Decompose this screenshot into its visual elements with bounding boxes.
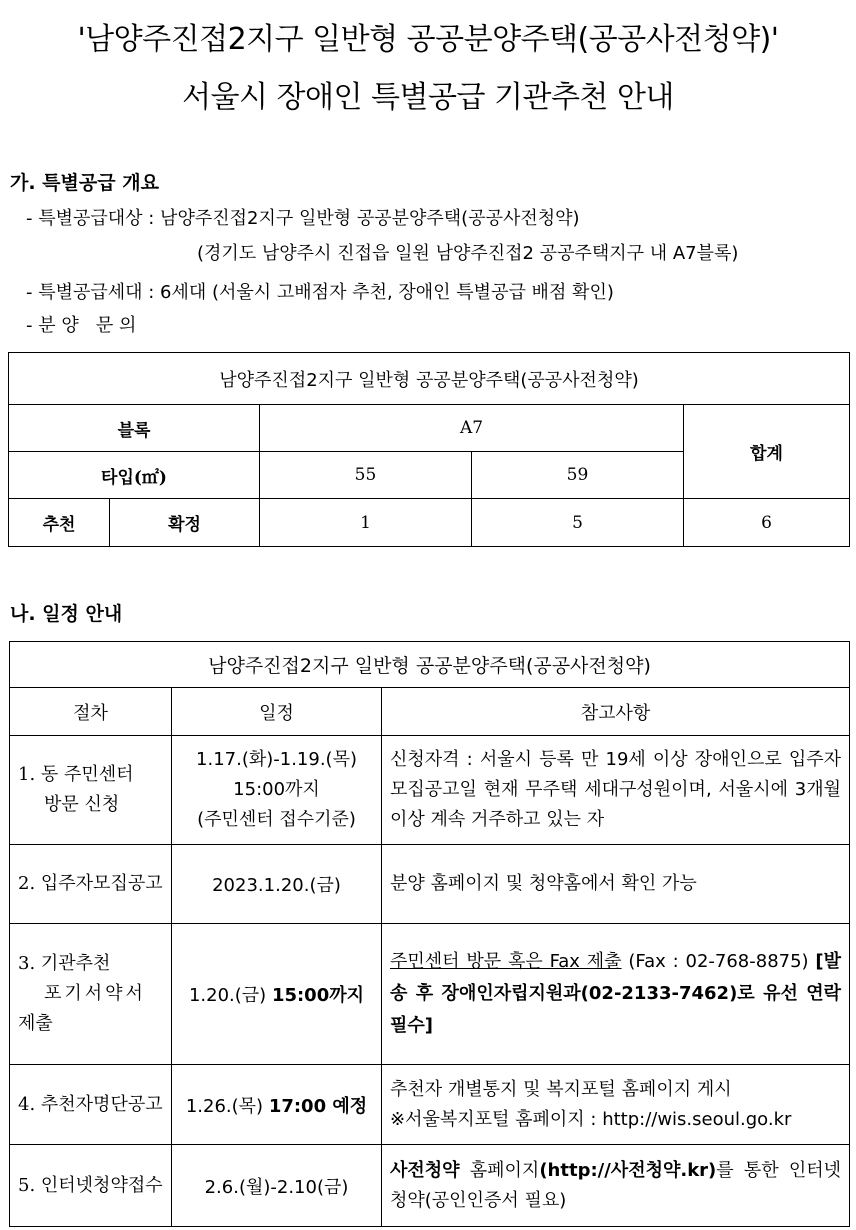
target-sub-line: (경기도 남양주시 진접읍 일원 남양주진접2 공공주택지구 내 A7블록) [197,243,739,264]
page-subtitle: 서울시 장애인 특별공급 기관추천 안내 [182,80,674,115]
table2-caption: 남양주진접2지구 일반형 공공분양주택(공공사전청약) [10,642,850,688]
page-title: '남양주진접2지구 일반형 공공분양주택(공공사전청약)' [77,22,779,57]
type-55: 55 [260,452,472,499]
header-note: 참고사항 [382,688,850,736]
table-row [10,1145,850,1227]
type-label: 타입(㎡) [9,452,260,499]
section-b-heading: 나. 일정 안내 [10,603,123,625]
note-cell: 추천자 개별통지 및 복지포털 홈페이지 게시 ※서울복지포털 홈페이지 : http://wis.seoul.go.kr [382,1065,850,1145]
rec-label: 추천 [9,499,110,547]
date-cell: 2.6.(월)-2.10(금) [172,1145,382,1227]
date-cell: 1.26.(목) 17:00 예정 [172,1065,382,1145]
table-row [10,1065,850,1145]
block-label: 블록 [9,405,260,452]
note-cell: 신청자격 : 서울시 등록 만 19세 이상 장애인으로 입주자 모집공고일 현재 무주택 세대구성원이며, 서울시에 3개월 이상 계속 거주하고 있는 자 [382,736,850,845]
step-cell: 2. 입주자모집공고 [10,845,172,924]
households-line: - 특별공급세대 : 6세대 (서울시 고배점자 추천, 장애인 특별공급 배점 확인) [26,282,614,303]
header-step: 절차 [10,688,172,736]
type-59: 59 [472,452,684,499]
table-row [10,845,850,924]
note-cell: 사전청약 홈페이지(http://사전청약.kr)를 통한 인터넷 청약(공인인증서 필요) [382,1145,850,1227]
val-total: 6 [684,499,850,547]
date-cell: 1.20.(금) 15:00까지 [172,924,382,1065]
val-59: 5 [472,499,684,547]
note-cell: 주민센터 방문 혹은 Fax 제출 (Fax : 02-768-8875) [발송 후 장애인자립지원과(02-2133-7462)로 유선 연락 필수] [382,924,850,1065]
date-cell: 1.17.(화)-1.19.(목) 15:00까지 (주민센터 접수기준) [172,736,382,845]
date-cell: 2023.1.20.(금) [172,845,382,924]
inquiry-line: - 분 양 문 의 [26,315,137,336]
step-cell: 5. 인터넷청약접수 [10,1145,172,1227]
schedule-table [9,641,850,1227]
note-cell: 분양 홈페이지 및 청약홈에서 확인 가능 [382,845,850,924]
table-row [10,736,850,845]
step-cell: 4. 추천자명단공고 [10,1065,172,1145]
block-value: A7 [260,405,684,452]
total-label: 합계 [684,405,850,499]
step-cell: 3. 기관추천 포기서약서 제출 [10,924,172,1065]
header-date: 일정 [172,688,382,736]
val-55: 1 [260,499,472,547]
step-cell: 1. 동 주민센터 방문 신청 [10,736,172,845]
section-a-heading: 가. 특별공급 개요 [10,172,159,194]
target-line: - 특별공급대상 : 남양주진접2지구 일반형 공공분양주택(공공사전청약) [26,208,580,229]
allocation-table [8,352,850,547]
table-row [10,924,850,1065]
table1-caption: 남양주진접2지구 일반형 공공분양주택(공공사전청약) [9,353,850,405]
confirm-label: 확정 [110,499,260,547]
